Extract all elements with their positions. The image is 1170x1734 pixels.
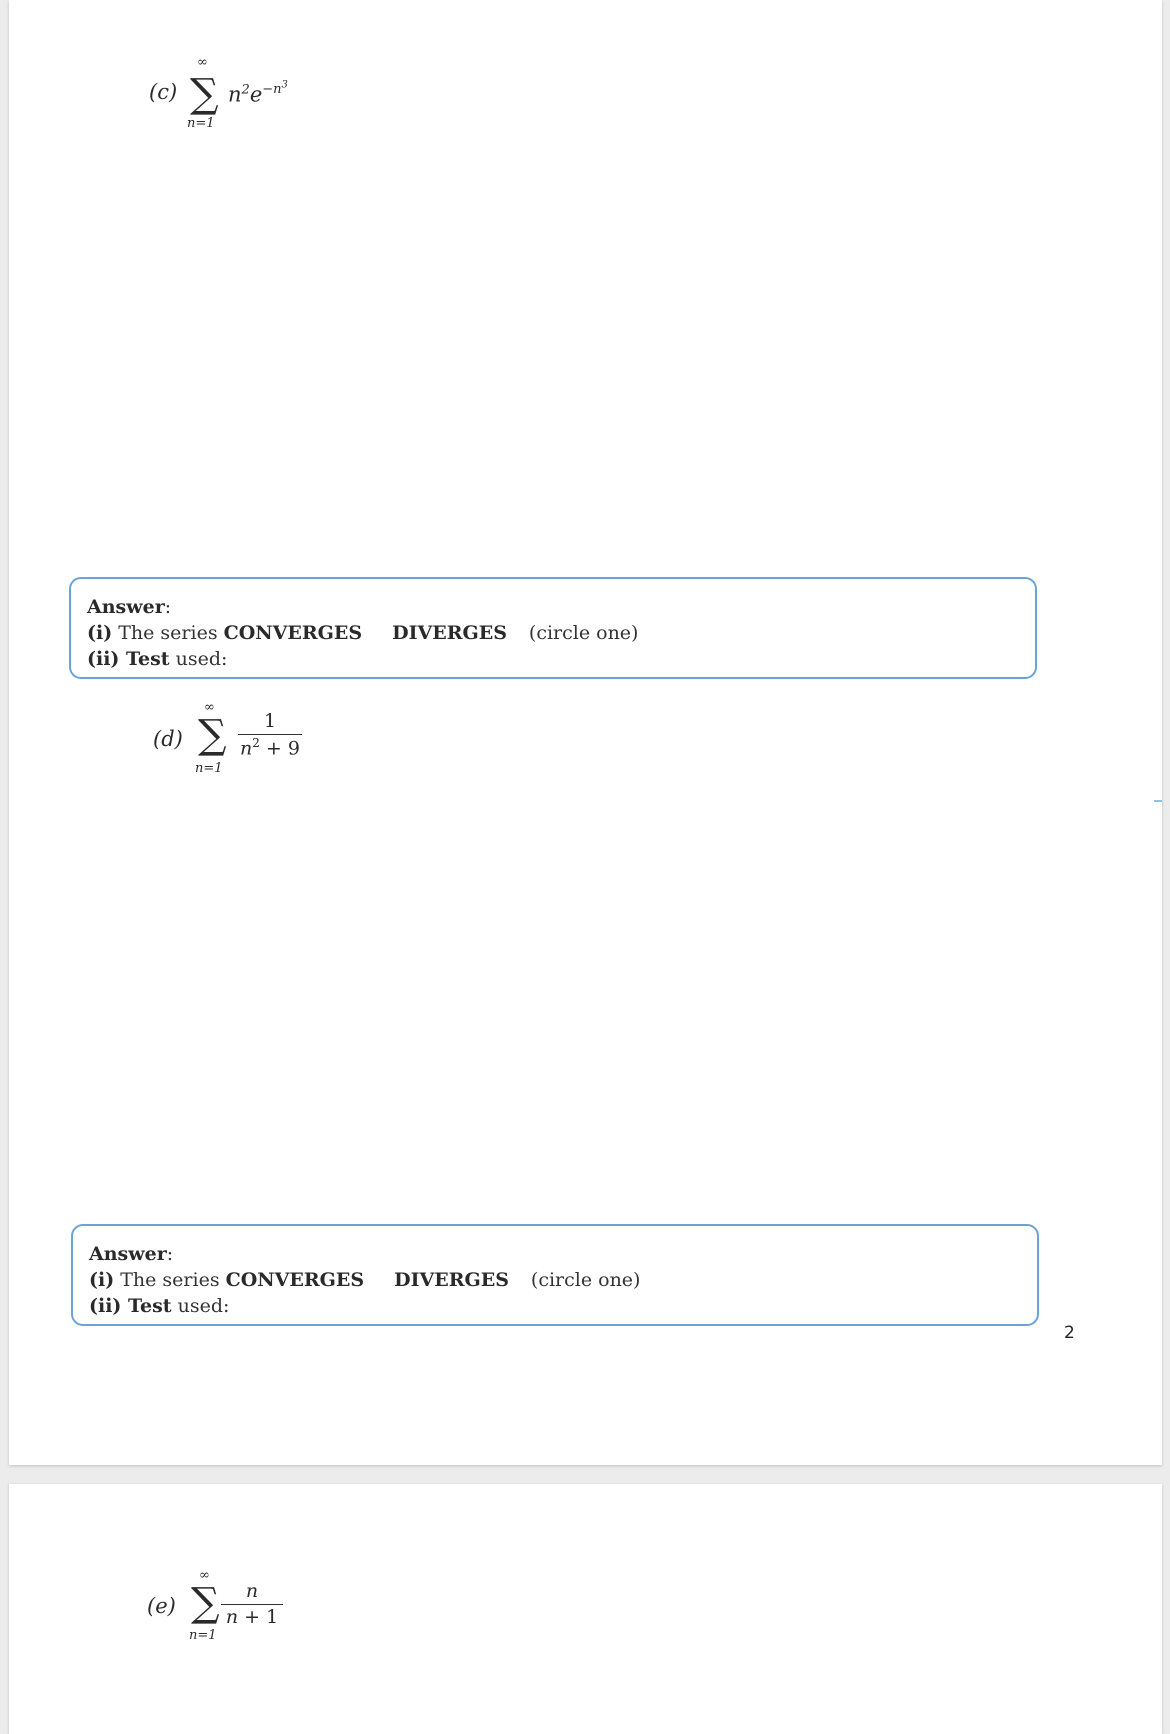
diverges-option[interactable]: DIVERGES [394, 1269, 509, 1291]
answer-line1-text: The series [114, 1269, 226, 1291]
denominator-constant: + 1 [238, 1606, 279, 1628]
term-e-exponent-power: 3 [281, 80, 288, 91]
series-fraction [238, 710, 302, 759]
term-e-exponent: −n [262, 82, 282, 98]
denominator-constant: + 9 [259, 737, 300, 760]
document-page-2 [9, 1484, 1162, 1734]
fraction-numerator: n [245, 1580, 259, 1602]
sum-lower-limit: n=1 [195, 761, 223, 776]
fraction-denominator [238, 735, 302, 759]
denominator-variable: n [225, 1606, 239, 1628]
answer-box-c [69, 577, 1037, 679]
denominator-exponent: 2 [252, 736, 260, 750]
summation-symbol: ∑ [198, 712, 227, 758]
denominator-variable: n [240, 737, 253, 760]
converges-option[interactable]: CONVERGES [223, 622, 363, 644]
summation-symbol: ∑ [191, 1580, 220, 1626]
answer-line-convergence [89, 1267, 1021, 1293]
answer-line2-prefix: (ii) Test [89, 1295, 172, 1317]
sum-lower-limit: n=1 [187, 116, 215, 131]
answer-line-convergence [87, 620, 1019, 646]
fraction-numerator: 1 [263, 710, 277, 732]
answer-line2-text: used: [169, 648, 228, 670]
answer-line2-text: used: [171, 1295, 230, 1317]
diverges-option[interactable]: DIVERGES [392, 622, 507, 644]
answer-box-d [71, 1224, 1039, 1326]
answer-heading: Answer [87, 596, 165, 618]
answer-heading-row [87, 594, 1019, 620]
page-number: 2 [1064, 1323, 1075, 1343]
problem-d-label: (d) [153, 727, 183, 751]
term-base: n [228, 82, 242, 107]
answer-heading: Answer [89, 1243, 167, 1265]
answer-line-test [87, 646, 1019, 672]
sum-upper-limit: ∞ [197, 55, 208, 70]
answer-heading-colon: : [164, 596, 172, 618]
sum-upper-limit: ∞ [204, 700, 215, 715]
answer-line-test [89, 1293, 1021, 1319]
answer-line2-prefix: (ii) Test [87, 648, 170, 670]
answer-heading-row [89, 1241, 1021, 1267]
series-term [228, 80, 288, 106]
fraction-denominator [221, 1605, 283, 1628]
term-exponent: 2 [241, 82, 250, 98]
circle-one-hint: (circle one) [528, 622, 639, 644]
answer-line1-prefix: (i) [89, 1269, 115, 1291]
problem-e-label: (e) [147, 1594, 176, 1618]
answer-line1-text: The series [112, 622, 224, 644]
term-e: e [249, 82, 263, 107]
series-fraction [221, 1580, 283, 1628]
answer-heading-colon: : [166, 1243, 174, 1265]
answer-line1-prefix: (i) [87, 622, 113, 644]
problem-c-label: (c) [149, 80, 178, 104]
converges-option[interactable]: CONVERGES [225, 1269, 365, 1291]
sum-lower-limit: n=1 [189, 1628, 217, 1643]
sum-upper-limit: ∞ [199, 1568, 210, 1583]
summation-symbol: ∑ [190, 71, 219, 117]
edge-mark [1154, 800, 1162, 802]
circle-one-hint: (circle one) [530, 1269, 641, 1291]
document-page-1 [9, 0, 1162, 1465]
